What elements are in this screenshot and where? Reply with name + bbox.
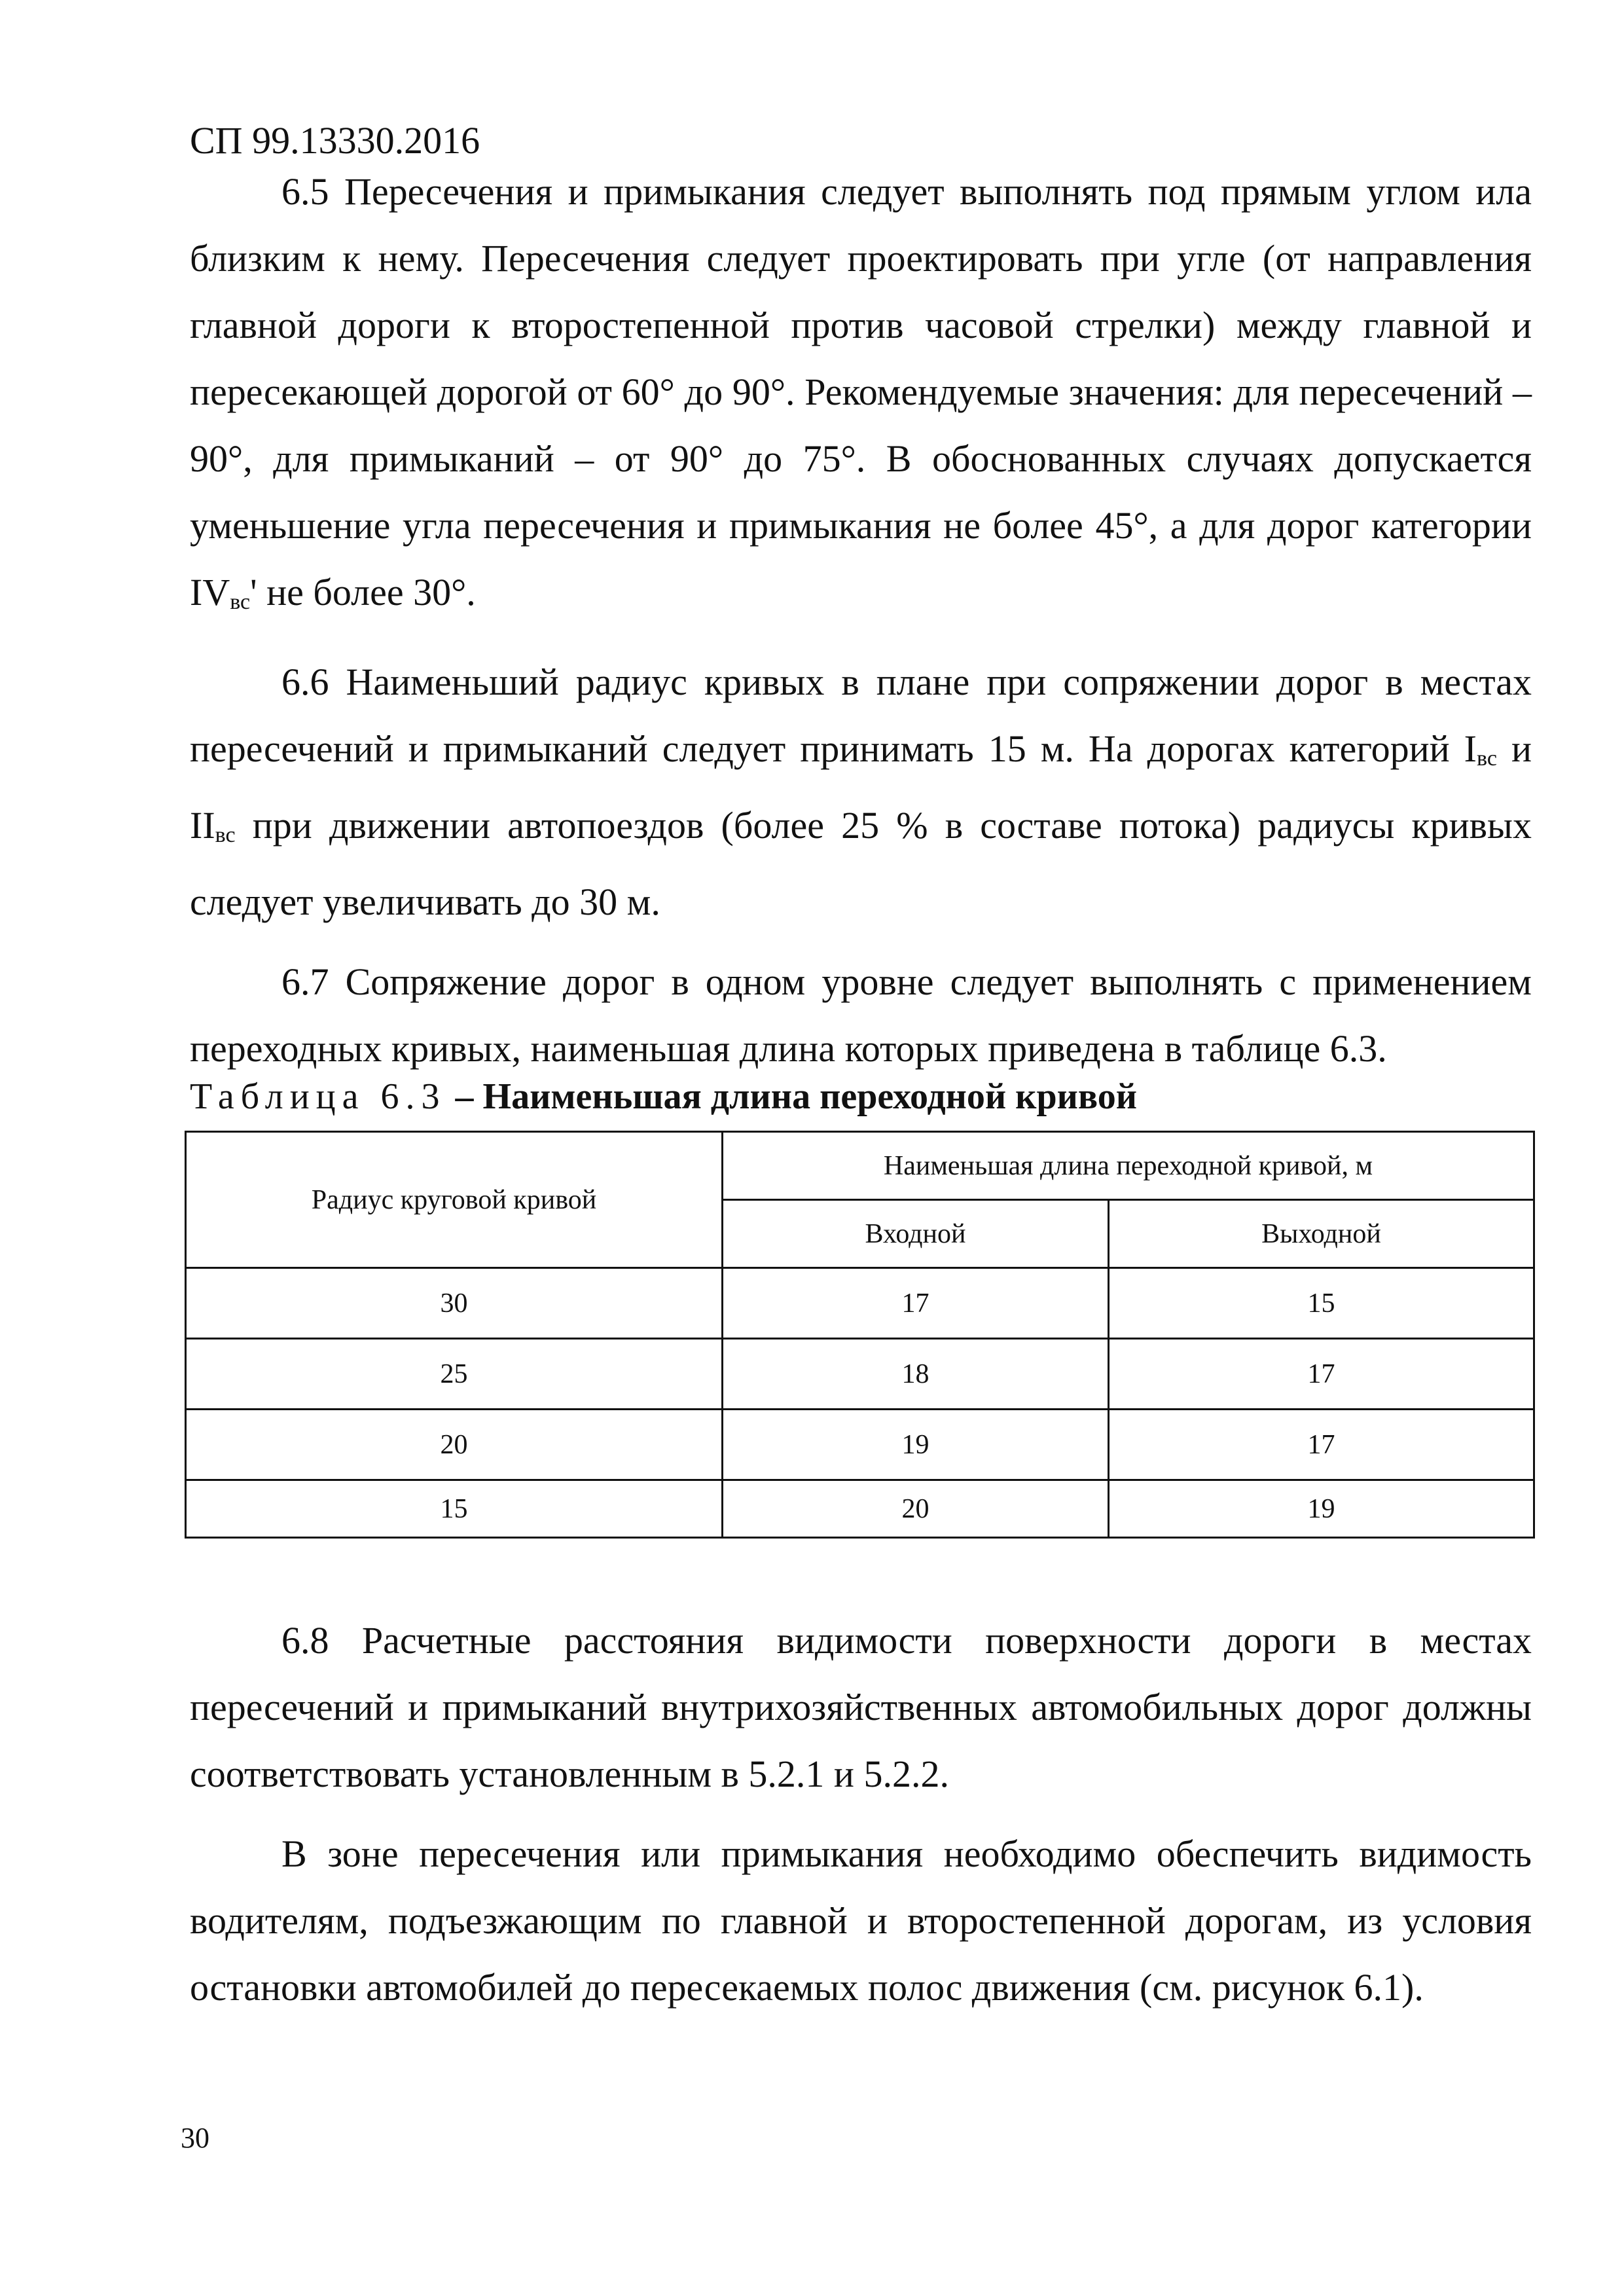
text-block-top [190, 158, 1532, 1082]
col-header-group: Наименьшая длина переходной кривой, м [723, 1132, 1534, 1200]
table-cell: 17 [1109, 1410, 1534, 1480]
table-header-row [186, 1132, 1534, 1200]
subscript: вс [230, 590, 251, 614]
table-cell: 19 [1109, 1480, 1534, 1538]
document-code: СП 99.13330.2016 [190, 119, 480, 162]
col-header-entry: Входной [723, 1200, 1109, 1268]
paragraph-visibility: В зоне пересечения или примыкания необходимо обеспечить видимость водителям, подъезжающим по главной и второстепенной дорогам, из условия остановки автомобилей до пересекаемых полос движения (см. рисунок 6.1). [190, 1832, 1532, 2009]
table-caption [190, 1074, 1137, 1120]
table-cell: 17 [1109, 1339, 1534, 1410]
table-row [186, 1480, 1534, 1538]
table-cell: 17 [723, 1268, 1109, 1339]
table-cell: 19 [723, 1410, 1109, 1480]
table-row [186, 1410, 1534, 1480]
table-row [186, 1339, 1534, 1410]
subscript: вс [215, 823, 236, 847]
col-header-radius: Радиус круговой кривой [186, 1132, 723, 1268]
table-cell: 15 [1109, 1268, 1534, 1339]
table-cell: 25 [186, 1339, 723, 1410]
text-block-bottom [190, 1607, 1532, 2021]
subscript: вс [1477, 746, 1497, 771]
paragraph-6-6: 6.6 Наименьший радиус кривых в плане при сопряжении дорог в местах пересечений и примыканий следует принимать 15 м. На дорогах категорий Iвс и IIвс при движении автопоездов (более 25 % в составе потока) радиусы кривых следует увеличивать до 30 м. [190, 661, 1532, 923]
table-caption-title: Наименьшая длина переходной кривой [482, 1076, 1137, 1117]
table-caption-label: Таблица 6.3 [190, 1076, 446, 1117]
table-cell: 30 [186, 1268, 723, 1339]
table-cell: 20 [186, 1410, 723, 1480]
paragraph-6-8: 6.8 Расчетные расстояния видимости поверхности дороги в местах пересечений и примыканий внутрихозяйственных автомобильных дорог должны соответствовать установленным в 5.2.1 и 5.2.2. [190, 1619, 1532, 1795]
table-cell: 20 [723, 1480, 1109, 1538]
table-caption-dash: – [446, 1076, 483, 1117]
transition-curve-table [185, 1131, 1535, 1539]
page-number: 30 [181, 2122, 209, 2154]
col-header-exit: Выходной [1109, 1200, 1534, 1268]
paragraph-6-7: 6.7 Сопряжение дорог в одном уровне следует выполнять с применением переходных кривых, наименьшая длина которых приведена в таблице 6.3. [190, 960, 1532, 1070]
table-cell: 18 [723, 1339, 1109, 1410]
table-cell: 15 [186, 1480, 723, 1538]
table-row [186, 1268, 1534, 1339]
paragraph-6-5: 6.5 Пересечения и примыкания следует выполнять под прямым углом ила близким к нему. Пересечения следует проектировать при угле (от направления главной дороги к второстепенной против часовой стрелки) между главной и пересекающей дорогой от 60° до 90°. Рекомендуемые значения: для пересечений – 90°, для примыканий – от 90° до 75°. В обоснованных случаях допускается уменьшение угла пересечения и примыкания не более 45°, а для дорог категории IVвс' не более 30°. [190, 170, 1532, 614]
